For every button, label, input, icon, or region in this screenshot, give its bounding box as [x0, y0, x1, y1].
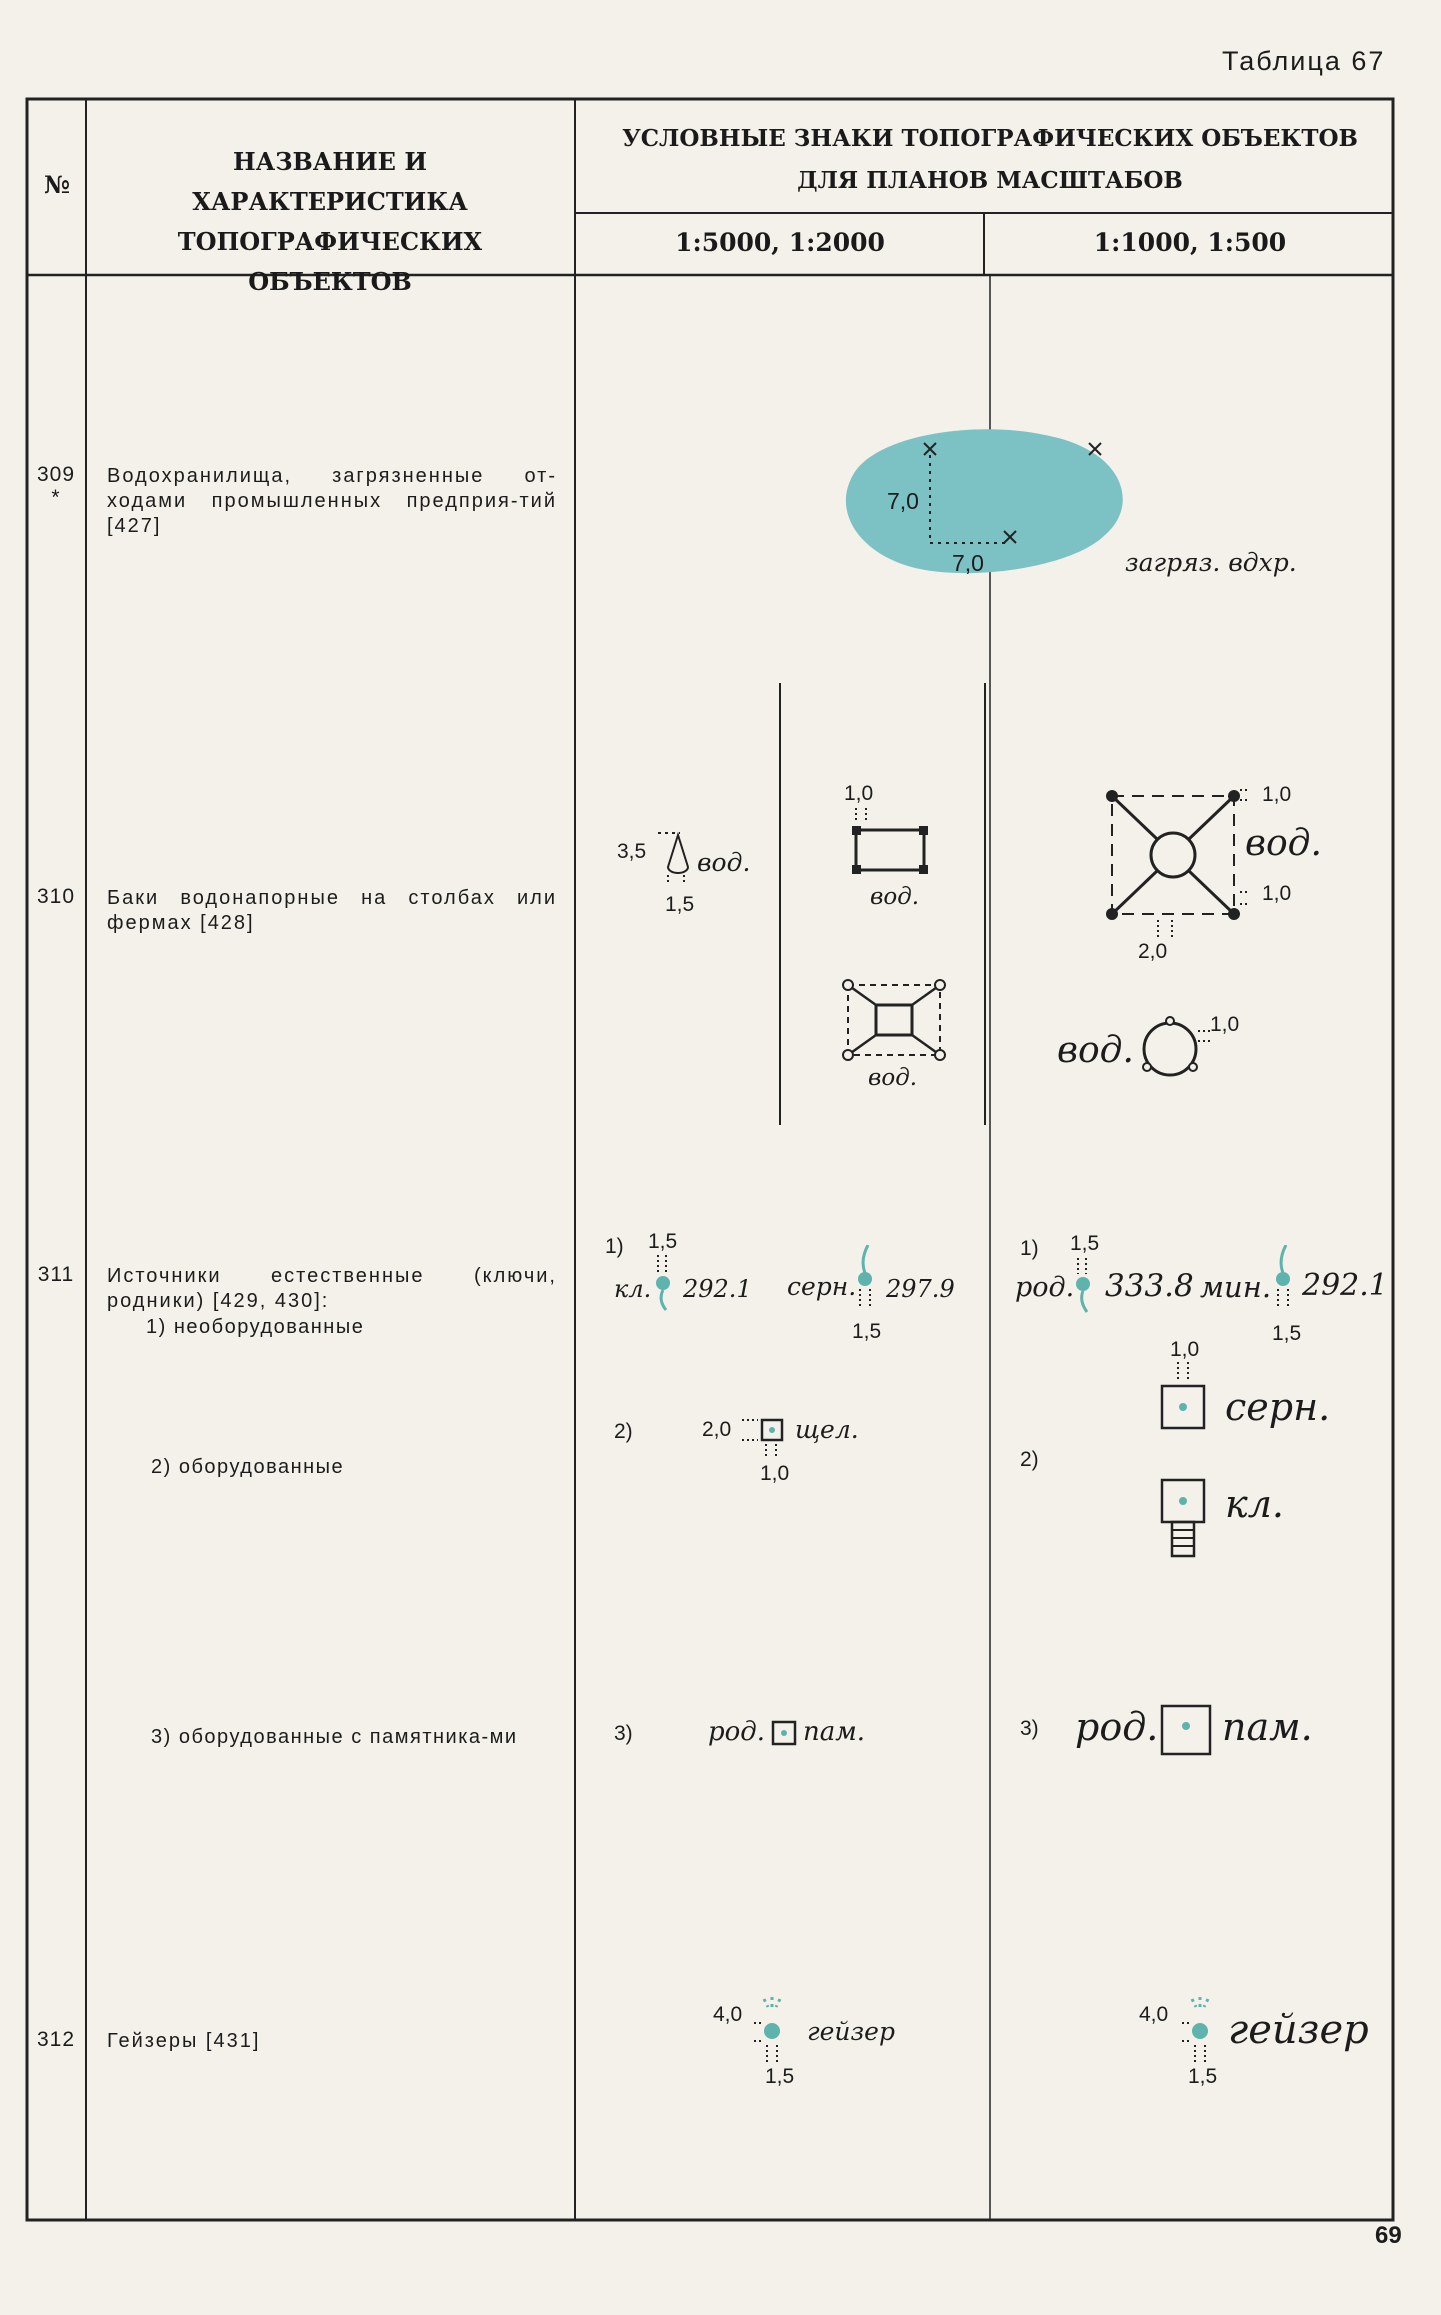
- row-311-s1-l1: кл.: [614, 1275, 652, 1303]
- row-309-dim-a: 7,0: [887, 488, 919, 514]
- geyser-icon-small: [752, 1995, 792, 2075]
- spring-equipped-icon: [740, 1412, 800, 1462]
- spring-icon-key: [648, 1255, 678, 1315]
- row-310-mid-dim: 1,0: [844, 782, 874, 805]
- row-311-s1-l2: серн.: [787, 1272, 857, 1301]
- row-311-s2-n1: 1): [1020, 1237, 1039, 1260]
- reservoir-polluted-symbol: [835, 415, 1145, 585]
- row-311-s1-d1: 1,5: [648, 1230, 678, 1253]
- spring-equipped-large-icons: [1158, 1362, 1214, 1562]
- row-310-name: Баки водонапорные на столбах или фермах [428]: [107, 887, 557, 934]
- row-311-s1-d3: 2,0: [702, 1418, 732, 1441]
- spring-icon-mineral: [1268, 1245, 1298, 1315]
- row-311-s2-l5: род.: [1075, 1705, 1159, 1749]
- page-number: 69: [1375, 2222, 1402, 2249]
- row-311-s2-d3: 1,0: [1170, 1338, 1200, 1361]
- row-310-large-dim-2: 1,0: [1262, 882, 1292, 905]
- row-311-s2-l6: пам.: [1222, 1705, 1313, 1749]
- row-311-sub-3: 3) оборудованные с памятника-ми: [151, 1726, 518, 1748]
- header-scale-large: 1:1000, 1:500: [1093, 228, 1287, 257]
- row-310-small-dim-bottom: 1,5: [665, 893, 695, 916]
- row-309-label: загряз. вдхр.: [1125, 548, 1297, 577]
- row-311-s2-v2: 292.1: [1302, 1268, 1388, 1303]
- row-311-s1-d4: 1,0: [760, 1462, 790, 1485]
- row-312-s2-d1: 4,0: [1139, 2003, 1169, 2026]
- spring-icon-sulfur: [850, 1245, 880, 1315]
- row-311-sub-2: 2) оборудованные: [151, 1456, 345, 1478]
- row-312-name: Гейзеры [431]: [107, 2030, 261, 2052]
- row-311-s1-n3: 3): [614, 1722, 633, 1745]
- header-number: №: [43, 170, 71, 199]
- row-311-s2-l3: серн.: [1225, 1385, 1331, 1429]
- spring-monument-icon-large: [1158, 1700, 1214, 1760]
- water-tower-frame-icon: [840, 975, 950, 1065]
- row-311-s2-d2: 1,5: [1272, 1322, 1302, 1345]
- row-310-small-label: вод.: [697, 848, 751, 877]
- row-310-large-label-2: вод.: [1057, 1030, 1134, 1071]
- row-309-name: Водохранилища, загрязненные от-ходами промышленных предприя-тий [427]: [107, 465, 557, 537]
- row-310-small-dim-top: 3,5: [617, 840, 647, 863]
- row-312-s1-label: гейзер: [807, 2017, 895, 2046]
- row-309-mark: *: [51, 486, 61, 509]
- row-310-mid-label-2: вод.: [868, 1065, 918, 1091]
- row-310-mid-label-1: вод.: [870, 884, 920, 910]
- table-caption: Таблица 67: [1222, 46, 1386, 76]
- header-name-characteristic: НАЗВАНИЕ И ХАРАКТЕРИСТИКА ТОПОГРАФИЧЕСКИХ ОБЪЕКТОВ: [177, 147, 483, 296]
- header-symbols: УСЛОВНЫЕ ЗНАКИ ТОПОГРАФИЧЕСКИХ ОБЪЕКТОВ ДЛЯ ПЛАНОВ МАСШТАБОВ: [622, 125, 1358, 194]
- row-310-large-dim-1: 1,0: [1262, 783, 1292, 806]
- row-311-s2-d1: 1,5: [1070, 1232, 1100, 1255]
- row-311-s2-l2: мин.: [1200, 1270, 1272, 1304]
- row-311-s1-d2: 1,5: [852, 1320, 882, 1343]
- row-312-s2-label: гейзер: [1228, 2007, 1369, 2053]
- row-311-s1-n2: 2): [614, 1420, 633, 1443]
- row-311-s2-v1: 333.8: [1105, 1268, 1194, 1304]
- row-311-s1-l3: щел.: [795, 1415, 859, 1444]
- row-310-large-label-1: вод.: [1245, 823, 1322, 864]
- row-311-sub-1: 1) необорудованные: [146, 1316, 365, 1338]
- row-311-s1-n1: 1): [605, 1235, 624, 1258]
- row-312-s2-d2: 1,5: [1188, 2065, 1218, 2088]
- row-311-s2-n2: 2): [1020, 1448, 1039, 1471]
- row-311-s2-n3: 3): [1020, 1717, 1039, 1740]
- row-309-dim-b: 7,0: [952, 550, 984, 576]
- row-310-number: 310: [36, 885, 76, 908]
- water-tank-large-icon: [1098, 780, 1288, 950]
- row-310-large-dim-4: 1,0: [1210, 1013, 1240, 1036]
- header-scale-small: 1:5000, 1:2000: [675, 228, 885, 257]
- row-311-name: Источники естественные (ключи, родники) [429, 430]:: [107, 1265, 557, 1312]
- row-311-s1-l5: пам.: [803, 1717, 866, 1747]
- row-311-s2-l1: род.: [1015, 1272, 1075, 1303]
- row-312-s1-d1: 4,0: [713, 2003, 743, 2026]
- row-310-large-dim-3: 2,0: [1138, 940, 1168, 963]
- row-311-s1-v1: 292.1: [683, 1275, 752, 1303]
- row-311-number: 311: [37, 1263, 75, 1286]
- row-312-s1-d2: 1,5: [765, 2065, 795, 2088]
- spring-monument-icon-small: [770, 1719, 800, 1749]
- row-311-s1-l4: род.: [708, 1717, 766, 1747]
- row-312-number: 312: [36, 2028, 76, 2051]
- geyser-icon-large: [1180, 1995, 1220, 2075]
- row-311-s2-l4: кл.: [1225, 1482, 1284, 1526]
- row-311-s1-v2: 297.9: [886, 1275, 955, 1303]
- water-tank-mid-icon: [840, 808, 950, 888]
- water-tank-small-icon: [650, 825, 700, 885]
- row-309-number: 309: [36, 463, 76, 486]
